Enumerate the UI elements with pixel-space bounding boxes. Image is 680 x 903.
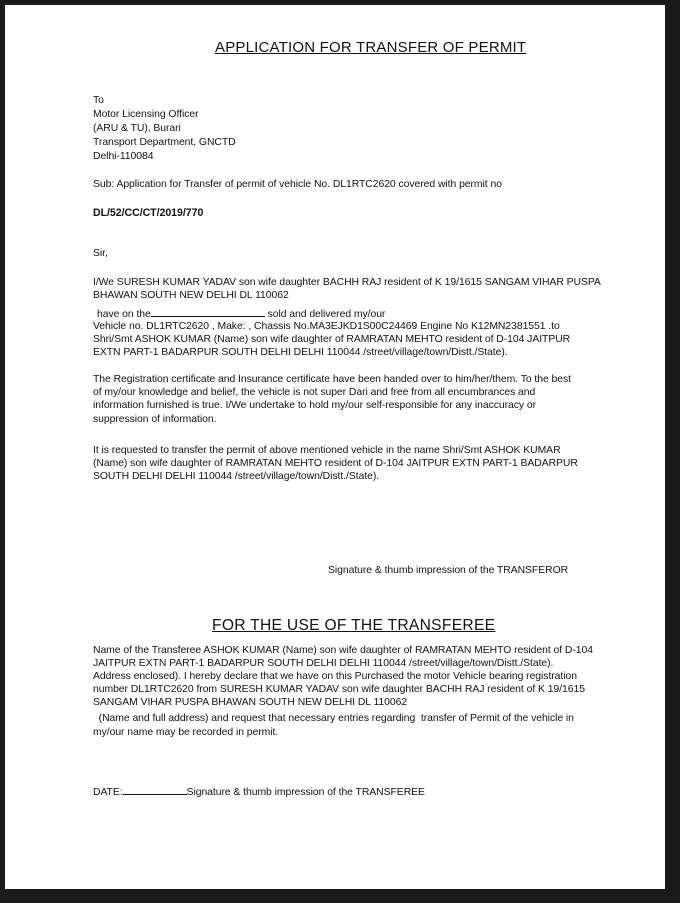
para2-line1: The Registration certificate and Insurance certificate have been handed over to him/her/them. To the best [93, 374, 572, 385]
para4-line3: Address enclosed). I hereby declare that we have on this Purchased the motor Vehicle bearing registration [93, 671, 577, 682]
date-label: DATE: [93, 787, 123, 798]
permit-number: DL/52/CC/CT/2019/770 [93, 207, 204, 219]
transferor-signature-label: Signature & thumb impression of the TRANSFEROR [328, 565, 569, 576]
para1-line4: Vehicle no. DL1RTC2620 , Make: , Chassis No.MA3EJKD1S00C24469 Engine No K12MN2381551 .to [93, 321, 560, 332]
para1-line2: BHAWAN SOUTH NEW DELHI DL 110062 [93, 290, 289, 301]
para1-line5: Shri/Smt ASHOK KUMAR (Name) son wife daughter of RAMRATAN MEHTO resident of D-104 JAITPUR [93, 334, 571, 345]
date-signature-line [93, 785, 425, 800]
para4-line1: Name of the Transferee ASHOK KUMAR (Name) son wife daughter of RAMRATAN MEHTO resident of D-104 [93, 645, 593, 656]
sale-date-blank [151, 307, 265, 317]
para1-have-on-text: have on the [97, 309, 151, 320]
para4-line5: SANGAM VIHAR PUSPA BHAWAN SOUTH NEW DELHI DL 110062 [93, 697, 408, 708]
para4-line7: my/our name may be recorded in permit. [93, 727, 279, 738]
address-line-to: To [93, 95, 104, 106]
para4-line6: (Name and full address) and request that necessary entries regarding transfer of Permit of the vehicle in [93, 713, 574, 724]
para3-line2: (Name) son wife daughter of RAMRATAN MEHTO resident of D-104 JAITPUR EXTN PART-1 BADARPUR [93, 458, 578, 469]
para1-line6: EXTN PART-1 BADARPUR SOUTH DELHI DELHI 110044 /street/village/town/Distt./State). [93, 347, 508, 358]
date-blank [123, 785, 187, 795]
document-title: APPLICATION FOR TRANSFER OF PERMIT [215, 39, 527, 56]
address-line-officer: Motor Licensing Officer [93, 109, 199, 120]
para4-line4: number DL1RTC2620 from SURESH KUMAR YADAV son wife daughter BACHH RAJ resident of K 19/1615 [93, 684, 585, 695]
para1-line3 [97, 307, 385, 322]
para4-line2: JAITPUR EXTN PART-1 BADARPUR SOUTH DELHI DELHI 110044 /street/village/town/Distt./State). [93, 658, 554, 669]
para2-line2: of my/our knowledge and belief, the vehicle is not super Dari and free from all encumbrances and [93, 387, 536, 398]
address-line-department: Transport Department, GNCTD [93, 137, 236, 148]
subject-line: Sub: Application for Transfer of permit of vehicle No. DL1RTC2620 covered with permit no [93, 179, 502, 190]
para2-line3: information furnished is true. I/We undertake to hold my/our self-responsible for any inaccuracy or [93, 400, 537, 411]
para3-line1: It is requested to transfer the permit of above mentioned vehicle in the name Shri/Smt ASHOK KUMAR [93, 445, 561, 456]
para1-line1: I/We SURESH KUMAR YADAV son wife daughter BACHH RAJ resident of K 19/1615 SANGAM VIHAR PUSPA [93, 277, 601, 288]
document-page [5, 5, 665, 889]
address-line-city: Delhi-110084 [93, 151, 154, 162]
address-line-office: (ARU & TU), Burari [93, 123, 181, 134]
salutation: Sir, [93, 248, 108, 259]
para1-sold-text: sold and delivered my/our [267, 309, 386, 320]
para3-line3: SOUTH DELHI DELHI 110044 /street/village/town/Distt./State). [93, 471, 380, 482]
para2-line4: suppression of information. [93, 414, 217, 425]
transferee-section-title: FOR THE USE OF THE TRANSFEREE [212, 617, 496, 634]
transferee-signature-label: Signature & thumb impression of the TRANSFEREE [186, 787, 425, 798]
